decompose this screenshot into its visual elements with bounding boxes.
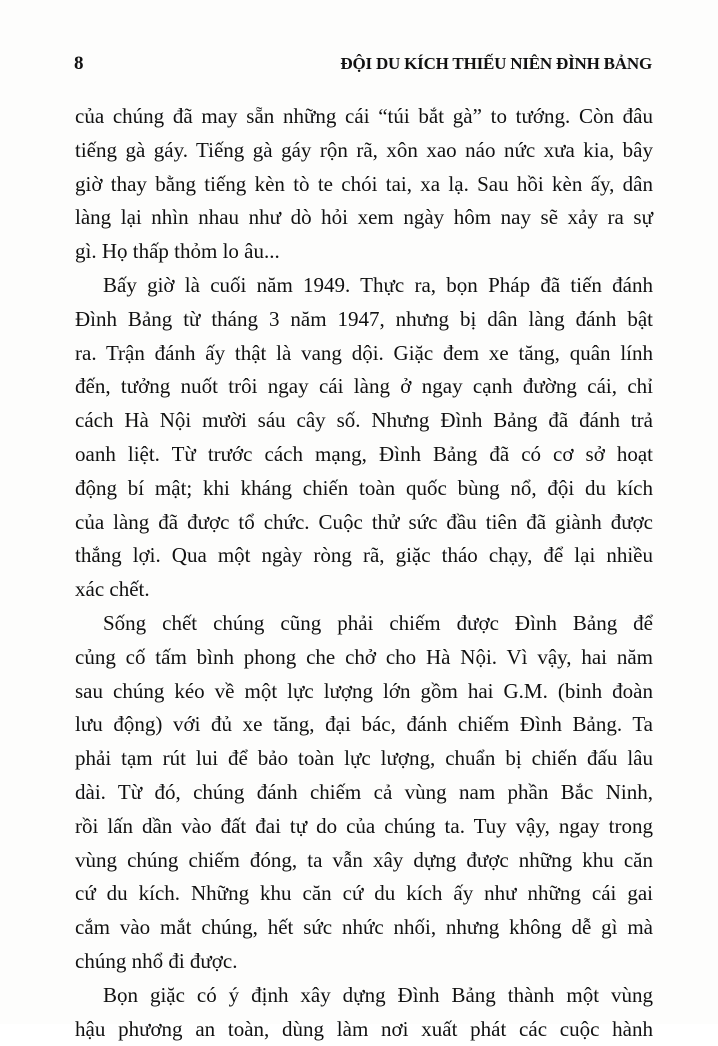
- text-line: cắm vào mắt chúng, hết sức nhức nhối, nhưng không dễ gì mà: [75, 915, 653, 940]
- text-line: oanh liệt. Từ trước cách mạng, Đình Bảng đã có cơ sở hoạt: [75, 441, 653, 466]
- text-line: của làng đã được tổ chức. Cuộc thử sức đầu tiên đã giành được: [75, 509, 653, 534]
- text-line: thắng lợi. Qua một ngày ròng rã, giặc tháo chạy, để lại nhiều: [75, 543, 653, 568]
- text-line: làng lại nhìn nhau như dò hỏi xem ngày hôm nay sẽ xảy ra sự: [75, 205, 653, 230]
- text-line: ra. Trận đánh ấy thật là vang dội. Giặc đem xe tăng, quân lính: [75, 340, 653, 365]
- text-line: Bấy giờ là cuối năm 1949. Thực ra, bọn Pháp đã tiến đánh: [103, 272, 653, 297]
- text-line: củng cố tấm bình phong che chở cho Hà Nội. Vì vậy, hai năm: [75, 644, 653, 669]
- text-line: hậu phương an toàn, dùng làm nơi xuất phát các cuộc hành: [75, 1016, 653, 1041]
- text-line: cứ du kích. Những khu căn cứ du kích ấy như những cái gai: [75, 881, 653, 906]
- text-line: vùng chúng chiếm đóng, ta vẫn xây dựng được những khu căn: [75, 847, 653, 872]
- text-line: sau chúng kéo về một lực lượng lớn gồm hai G.M. (binh đoàn: [75, 678, 653, 703]
- text-line: động bí mật; khi kháng chiến toàn quốc bùng nổ, đội du kích: [75, 475, 653, 500]
- text-line: dài. Từ đó, chúng đánh chiếm cả vùng nam phần Bắc Ninh,: [75, 779, 653, 804]
- page-header: [72, 52, 652, 78]
- text-line: đến, tưởng nuốt trôi ngay cái làng ở ngay cạnh đường cái, chỉ: [75, 374, 653, 399]
- text-line: Sống chết chúng cũng phải chiếm được Đình Bảng để: [103, 610, 653, 635]
- text-line: của chúng đã may sẵn những cái “túi bắt gà” to tướng. Còn đâu: [75, 104, 653, 128]
- text-line: giờ thay bằng tiếng kèn tò te chói tai, xa lạ. Sau hồi kèn ấy, dân: [75, 171, 653, 196]
- text-line: Bọn giặc có ý định xây dựng Đình Bảng thành một vùng: [103, 982, 653, 1007]
- text-line: rồi lấn dần vào đất đai tự do của chúng ta. Tuy vậy, ngay trong: [75, 813, 653, 838]
- text-line: Đình Bảng từ tháng 3 năm 1947, nhưng bị dân làng đánh bật: [75, 306, 653, 331]
- text-line: lưu động) với đủ xe tăng, đại bác, đánh chiếm Đình Bảng. Ta: [75, 712, 653, 737]
- text-line: phải tạm rút lui để bảo toàn lực lượng, chuẩn bị chiến đấu lâu: [75, 746, 653, 771]
- text-line: tiếng gà gáy. Tiếng gà gáy rộn rã, xôn xao náo nức xưa kia, bây: [75, 137, 653, 162]
- body-text: [75, 100, 653, 1046]
- text-line: chúng nhổ đi được.: [75, 948, 238, 973]
- text-line: xác chết.: [75, 577, 150, 602]
- text-line: cách Hà Nội mười sáu cây số. Nhưng Đình Bảng đã đánh trả: [75, 408, 653, 433]
- page-number: 8: [74, 53, 84, 74]
- text-line: gì. Họ thấp thỏm lo âu...: [75, 239, 280, 264]
- running-title: ĐỘI DU KÍCH THIẾU NIÊN ĐÌNH BẢNG: [340, 54, 652, 73]
